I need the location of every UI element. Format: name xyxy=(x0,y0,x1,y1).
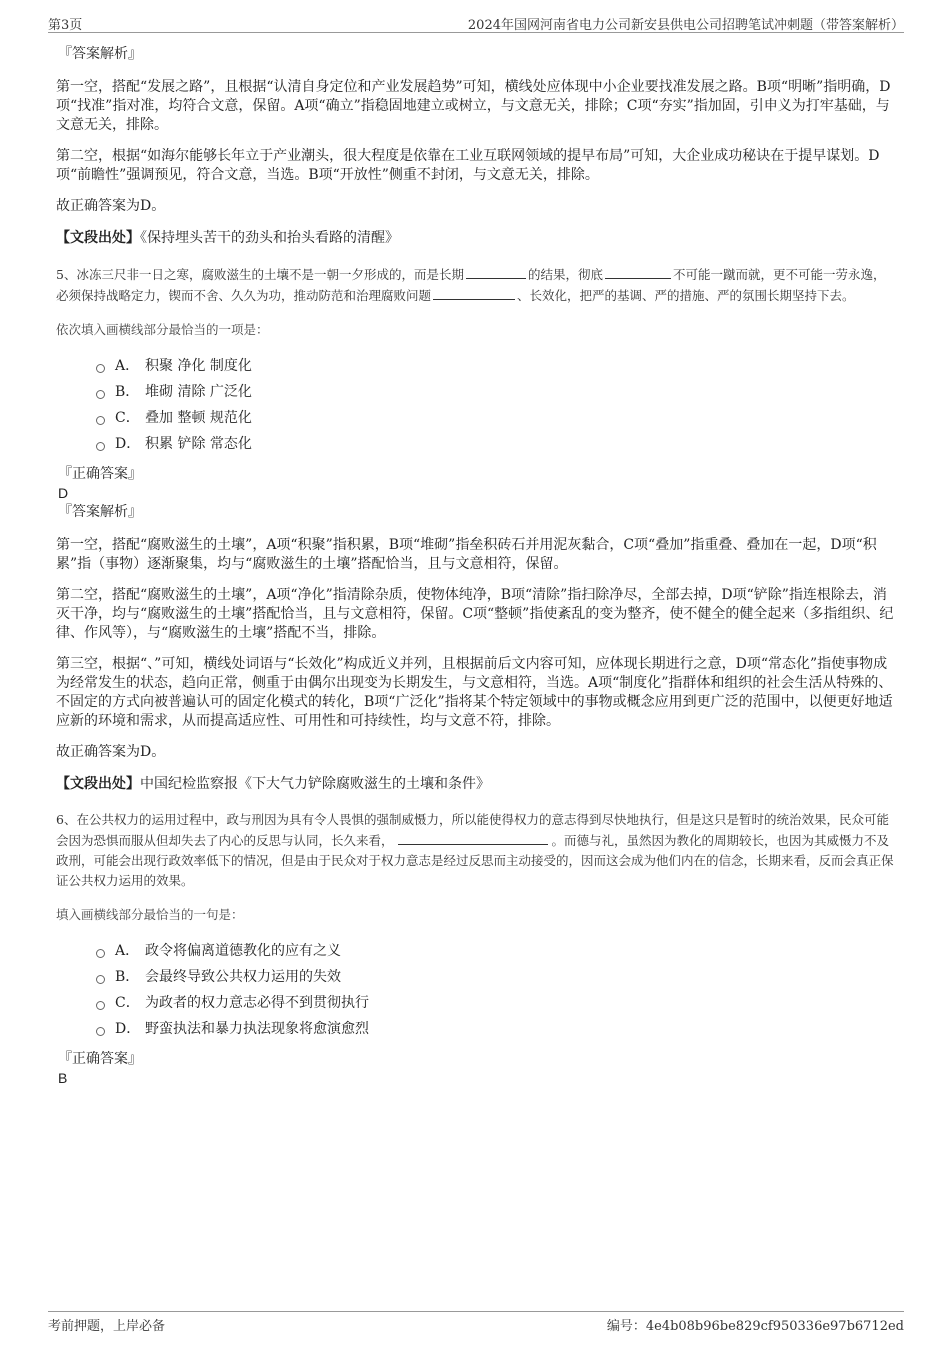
option-b[interactable] xyxy=(96,378,896,404)
analysis-paragraph: 第三空，根据“、”可知，横线处词语与“长效化”构成近义并列，且根据前后文内容可知，应体现长期进行之意，D项“常态化”指使事物成为经常发生的状态，趋向正常，侧重于由偶尔出现变为长期发生，与文意相符，当选。A项“制度化”指群体和组织的社会生活从特殊的、不固定的方式向被普遍认可的固定化模式的转化，B项“广泛化”指将某个特定领域中的事物或概念应用到更广泛的范围中，以便更好地适应新的环境和需求，从而提高适应性、可用性和可持续性，均与文意不符，排除。 xyxy=(56,656,893,729)
document-title: 2024年国网河南省电力公司新安县供电公司招聘笔试冲刺题（带答案解析） xyxy=(467,18,904,33)
option-d[interactable] xyxy=(96,1015,896,1041)
source-text: 中国纪检监察报《下大气力铲除腐败滋生的土壤和条件》 xyxy=(140,776,490,792)
question-6-text xyxy=(56,810,896,891)
page-number: 第3页 xyxy=(48,18,83,33)
option-c[interactable] xyxy=(96,989,896,1015)
question-text-part: 6、在公共权力的运用过程中，政与刑因为具有令人畏惧的强制威慑力，所以能使得权力的意志得到尽快地执行，但是这只是暂时的统治效果，民众可能会因为恐惧而服从但却失去了内心的反思与认同，长久来看， xyxy=(56,812,889,848)
page-footer xyxy=(48,1311,904,1334)
option-a[interactable] xyxy=(96,352,896,378)
question-5-options xyxy=(96,352,896,456)
option-letter: D． xyxy=(115,1021,141,1037)
radio-icon[interactable] xyxy=(96,1001,105,1010)
conclusion: 故正确答案为D。 xyxy=(56,198,166,214)
question-5-prompt: 依次填入画横线部分最恰当的一项是： xyxy=(56,322,269,337)
analysis-paragraph: 第一空，搭配“发展之路”，且根据“认清自身定位和产业发展趋势”可知，横线处应体现中小企业要找准发展之路。B项“明晰”指明确，D项“找准”指对准，均符合文意，保留。A项“确立”指稳固地建立或树立，与文意无关，排除；C项“夯实”指加固，引申义为打牢基础，与文意无关，排除。 xyxy=(56,79,891,133)
source-line xyxy=(56,228,896,248)
option-text: 为政者的权力意志必得不到贯彻执行 xyxy=(145,995,369,1011)
option-letter: D． xyxy=(115,436,141,452)
option-text: 积聚 净化 制度化 xyxy=(145,358,252,374)
fill-blank xyxy=(605,264,671,279)
page-header xyxy=(48,12,904,33)
question-text-part: 的结果，彻底 xyxy=(527,267,603,282)
source-line xyxy=(56,774,896,794)
radio-icon[interactable] xyxy=(96,364,105,373)
option-letter: B． xyxy=(115,384,140,400)
analysis-paragraph: 第二空，搭配“腐败滋生的土壤”，A项“净化”指清除杂质，使物体纯净，B项“清除”指扫除净尽，全部去掉，D项“铲除”指连根除去，消灭干净，均与“腐败滋生的土壤”搭配恰当，且与文意相符，保留。C项“整顿”指使紊乱的变为整齐，使不健全的健全起来（多指组织、纪律、作风等），与“腐败滋生的土壤”搭配不当，排除。 xyxy=(56,587,894,641)
option-b[interactable] xyxy=(96,963,896,989)
answer-block xyxy=(56,1049,896,1087)
radio-icon[interactable] xyxy=(96,416,105,425)
radio-icon[interactable] xyxy=(96,949,105,958)
option-text: 积累 铲除 常态化 xyxy=(145,436,252,452)
option-text: 野蛮执法和暴力执法现象将愈演愈烈 xyxy=(145,1021,369,1037)
correct-answer-title: 『正确答案』 xyxy=(58,1051,142,1067)
question-text-part: 、长效化，把严的基调、严的措施、严的氛围长期坚持下去。 xyxy=(517,288,855,303)
analysis-paragraph: 第二空，根据“如海尔能够长年立于产业潮头，很大程度是依靠在工业互联网领域的提早布局”可知，大企业成功秘诀在于提早谋划。D项“前瞻性”强调预见，符合文意，当选。B项“开放性”侧重不封闭，与文意无关，排除。 xyxy=(56,148,880,183)
source-tag: 【文段出处】 xyxy=(56,230,140,246)
radio-icon[interactable] xyxy=(96,1027,105,1036)
source-text: 《保持埋头苦干的劲头和抬头看路的清醒》 xyxy=(140,230,399,246)
analysis-title: 『答案解析』 xyxy=(58,504,142,520)
question-5-text xyxy=(56,264,896,306)
fill-blank xyxy=(398,830,548,845)
option-text: 政令将偏离道德教化的应有之义 xyxy=(145,943,341,959)
answer-block xyxy=(56,464,896,522)
document-id: 编号：4e4b08b96be829cf950336e97b6712ed xyxy=(606,1319,904,1334)
option-c[interactable] xyxy=(96,404,896,430)
option-letter: A． xyxy=(115,358,140,374)
analysis-paragraph: 第一空，搭配“腐败滋生的土壤”，A项“积聚”指积累，B项“堆砌”指垒积砖石并用泥灰黏合，C项“叠加”指重叠、叠加在一起，D项“积累”指（事物）逐渐聚集，均与“腐败滋生的土壤”搭配恰当，且与文意相符，保留。 xyxy=(56,537,877,572)
question-text-part: 不可能一蹴而就，更不可能一劳永逸，必须保持战略定力，锲而不舍、久久为功，推动防范和治理腐败问题 xyxy=(56,267,886,303)
option-letter: C． xyxy=(115,410,140,426)
analysis-title: 『答案解析』 xyxy=(58,46,142,62)
correct-answer-value: D xyxy=(58,485,69,501)
correct-answer-value: B xyxy=(58,1070,68,1086)
radio-icon[interactable] xyxy=(96,442,105,451)
source-tag: 【文段出处】 xyxy=(56,776,140,792)
question-text-part: 。而德与礼，虽然因为教化的周期较长，也因为其威慑力不及政刑，可能会出现行政效率低下的情况，但是由于民众对于权力意志是经过反思而主动接受的，因而这会成为他们内在的信念，长期来看，反而会真正保证公共权力运用的效果。 xyxy=(56,833,894,888)
option-text: 会最终导致公共权力运用的失效 xyxy=(145,969,341,985)
fill-blank xyxy=(466,264,526,279)
question-6-options xyxy=(96,937,896,1041)
question-text-part: 5、冰冻三尺非一日之寒，腐败滋生的土壤不是一朝一夕形成的，而是长期 xyxy=(56,267,464,282)
option-text: 叠加 整顿 规范化 xyxy=(145,410,252,426)
option-text: 堆砌 清除 广泛化 xyxy=(145,384,252,400)
question-6-prompt: 填入画横线部分最恰当的一句是： xyxy=(56,907,244,922)
footer-slogan: 考前押题，上岸必备 xyxy=(48,1319,166,1334)
conclusion: 故正确答案为D。 xyxy=(56,744,166,760)
document-body xyxy=(56,44,896,1087)
radio-icon[interactable] xyxy=(96,390,105,399)
correct-answer-title: 『正确答案』 xyxy=(58,466,142,482)
option-letter: A． xyxy=(115,943,140,959)
radio-icon[interactable] xyxy=(96,975,105,984)
option-a[interactable] xyxy=(96,937,896,963)
option-letter: C． xyxy=(115,995,140,1011)
fill-blank xyxy=(433,285,515,300)
option-d[interactable] xyxy=(96,430,896,456)
option-letter: B． xyxy=(115,969,140,985)
